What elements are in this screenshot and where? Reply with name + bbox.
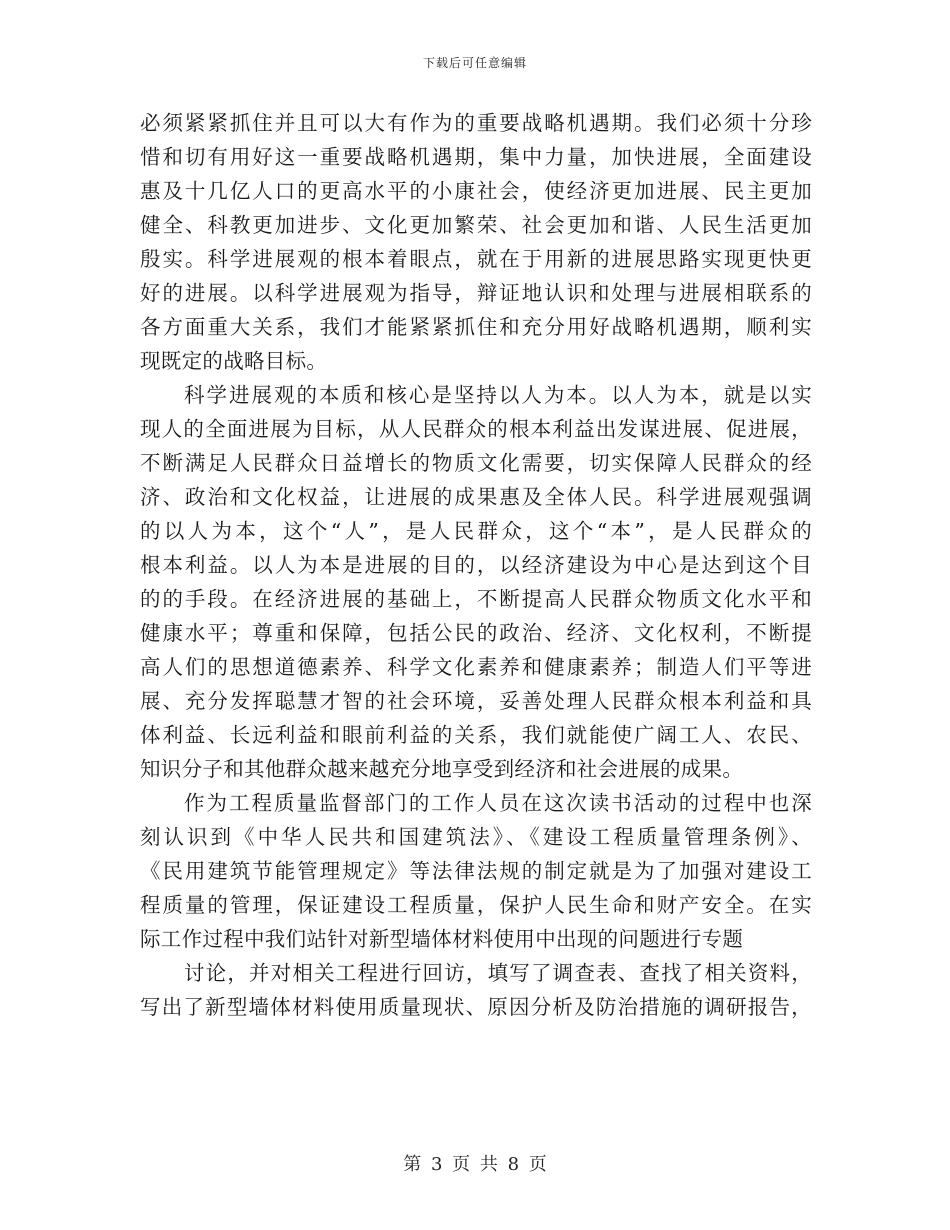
text-line: 各方面重大关系，我们才能紧紧抓住和充分用好战略机遇期，顺利实	[140, 315, 812, 339]
page-number: 第 3 页 共 8 页	[403, 1154, 547, 1175]
paragraph-2	[140, 378, 812, 786]
text-line: 惜和切有用好这一重要战略机遇期，集中力量，加快进展，全面建设	[140, 145, 812, 169]
text-line: 的以人为本，这个“人”，是人民群众，这个“本”，是人民群众的	[140, 519, 812, 543]
text-line: 刻认识到《中华人民共和国建筑法》、《建设工程质量管理条例》、	[140, 825, 812, 849]
text-line: 的的手段。在经济进展的基础上，不断提高人民群众物质文化水平和	[140, 587, 812, 611]
text-line: 健全、科教更加进步、文化更加繁荣、社会更加和谐、人民生活更加	[140, 213, 812, 237]
text-line: 程质量的管理，保证建设工程质量，保护人民生命和财产安全。在实	[140, 893, 812, 917]
paragraph-4	[140, 956, 812, 1024]
text-line: 济、政治和文化权益，让进展的成果惠及全体人民。科学进展观强调	[140, 485, 812, 509]
document-body	[140, 106, 812, 1024]
text-line: 科学进展观的本质和核心是坚持以人为本。以人为本，就是以实	[184, 383, 812, 407]
text-line: 必须紧紧抓住并且可以大有作为的重要战略机遇期。我们必须十分珍	[140, 111, 812, 135]
text-line: 作为工程质量监督部门的工作人员在这次读书活动的过程中也深	[184, 791, 812, 815]
header-note: 下载后可任意编辑	[422, 56, 527, 70]
text-line: 健康水平；尊重和保障，包括公民的政治、经济、文化权利，不断提	[140, 621, 812, 645]
text-line: 知识分子和其他群众越来越充分地享受到经济和社会进展的成果。	[140, 757, 744, 781]
text-line: 殷实。科学进展观的根本着眼点，就在于用新的进展思路实现更快更	[140, 247, 812, 271]
text-line: 展、充分发挥聪慧才智的社会环境，妥善处理人民群众根本利益和具	[140, 689, 812, 713]
text-line: 不断满足人民群众日益增长的物质文化需要，切实保障人民群众的经	[140, 451, 812, 475]
text-line: 际工作过程中我们站针对新型墙体材料使用中出现的问题进行专题	[140, 927, 744, 951]
text-line: 惠及十几亿人口的更高水平的小康社会，使经济更加进展、民主更加	[140, 179, 812, 203]
text-line: 讨论，并对相关工程进行回访，填写了调查表、查找了相关资料，	[184, 961, 812, 985]
page-footer	[0, 1150, 950, 1176]
paragraph-1	[140, 106, 812, 378]
text-line: 《民用建筑节能管理规定》等法律法规的制定就是为了加强对建设工	[140, 859, 812, 883]
text-line: 现既定的战略目标。	[140, 349, 328, 373]
paragraph-3	[140, 786, 812, 956]
text-line: 体利益、长远利益和眼前利益的关系，我们就能使广阔工人、农民、	[140, 723, 812, 747]
text-line: 现人的全面进展为目标，从人民群众的根本利益出发谋进展、促进展，	[140, 417, 812, 441]
text-line: 好的进展。以科学进展观为指导，辩证地认识和处理与进展相联系的	[140, 281, 812, 305]
text-line: 高人们的思想道德素养、科学文化素养和健康素养；制造人们平等进	[140, 655, 812, 679]
text-line: 根本利益。以人为本是进展的目的，以经济建设为中心是达到这个目	[140, 553, 812, 577]
text-line: 写出了新型墙体材料使用质量现状、原因分析及防治措施的调研报告，	[140, 995, 812, 1019]
page-header	[0, 54, 950, 71]
